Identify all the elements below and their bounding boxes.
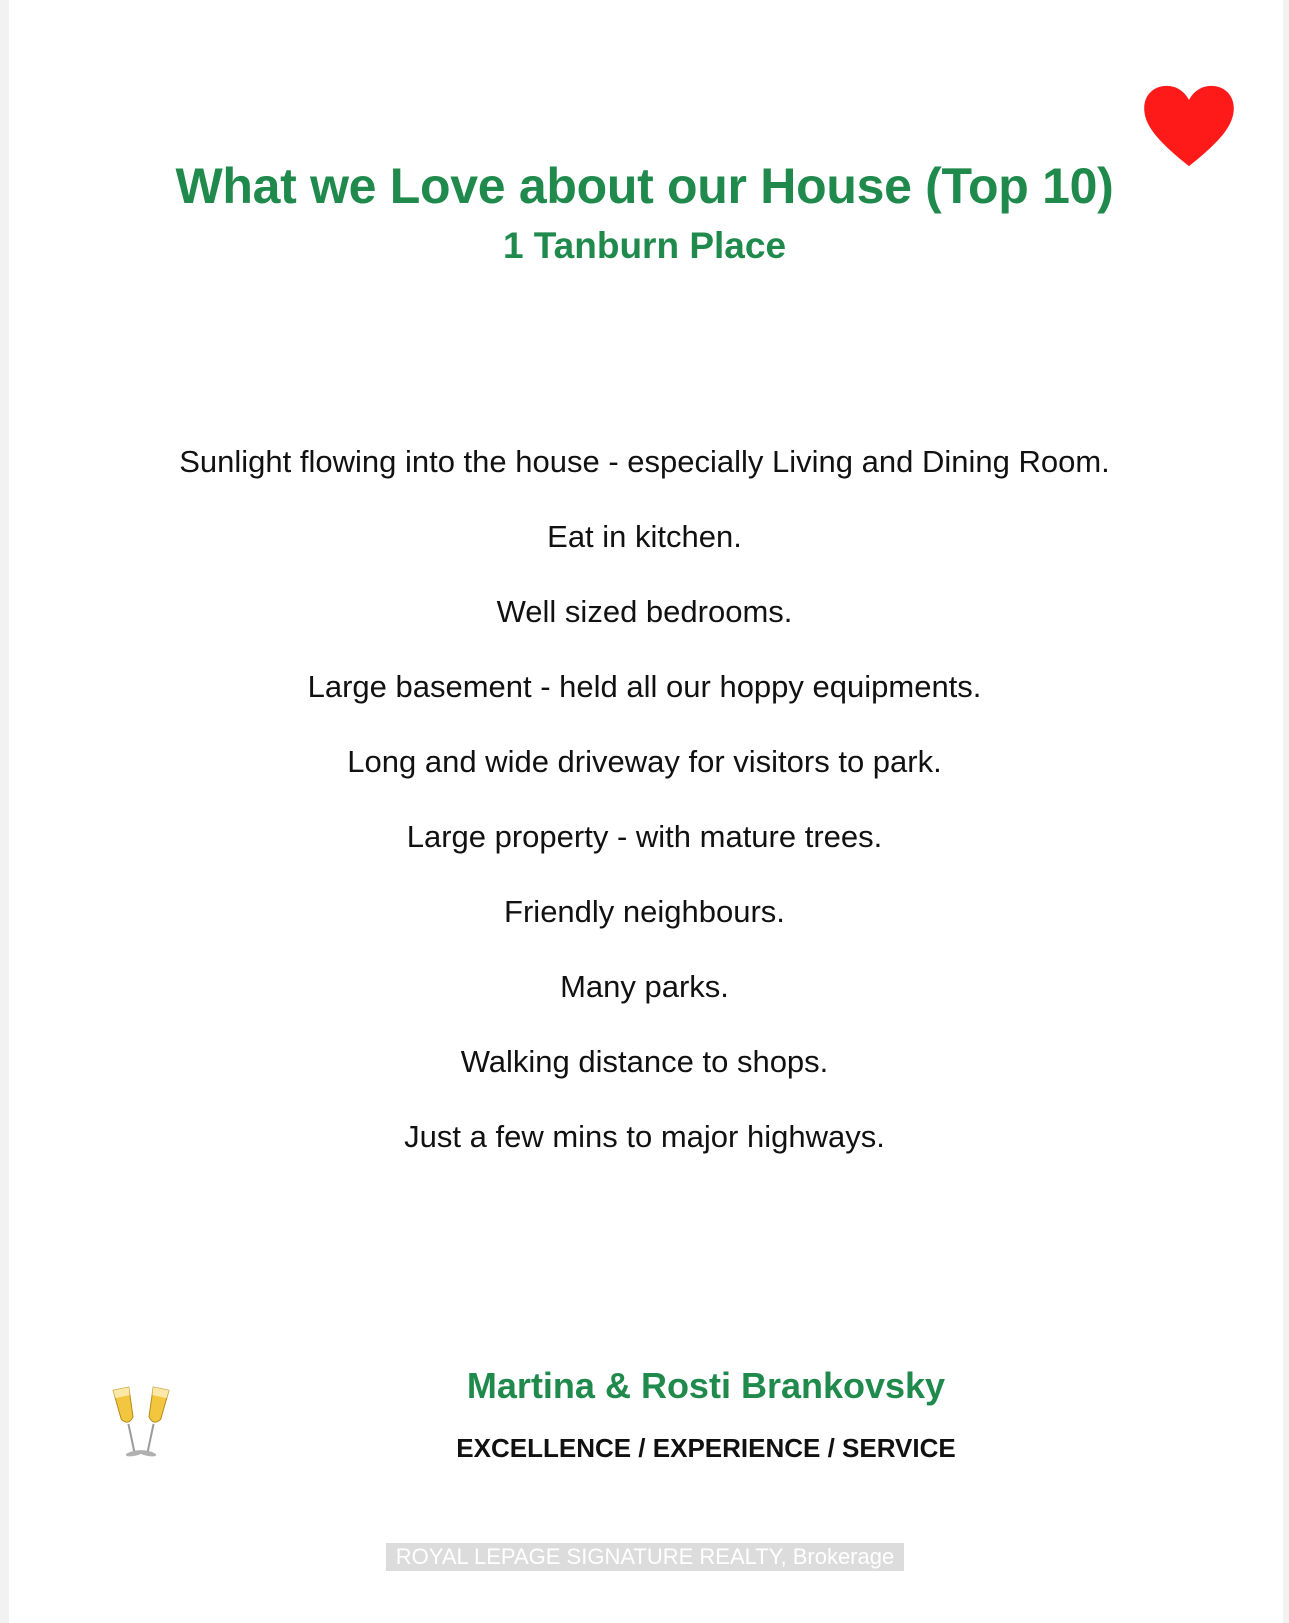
list-item: Just a few mins to major highways. [404,1119,885,1154]
champagne-glasses-icon [108,1382,174,1464]
list-item: Long and wide driveway for visitors to park. [347,744,942,779]
list-item: Walking distance to shops. [460,1044,829,1079]
list-item: Large property - with mature trees. [406,819,883,854]
list-item: Large basement - held all our hoppy equipments. [307,669,982,704]
agent-names: Martina & Rosti Brankovsky [466,1365,946,1406]
list-item: Sunlight flowing into the house - especially Living and Dining Room. [179,444,1110,479]
feature-list [0,424,1289,1174]
property-address: 1 Tanburn Place [502,225,787,266]
brokerage-watermark: ROYAL LEPAGE SIGNATURE REALTY, Brokerage [386,1543,904,1571]
list-item: Many parks. [560,969,729,1004]
list-item: Well sized bedrooms. [496,594,793,629]
list-item: Eat in kitchen. [547,519,742,554]
list-item: Friendly neighbours. [504,894,785,929]
page-title: What we Love about our House (Top 10) [175,158,1114,214]
tagline: EXCELLENCE / EXPERIENCE / SERVICE [456,1433,956,1463]
